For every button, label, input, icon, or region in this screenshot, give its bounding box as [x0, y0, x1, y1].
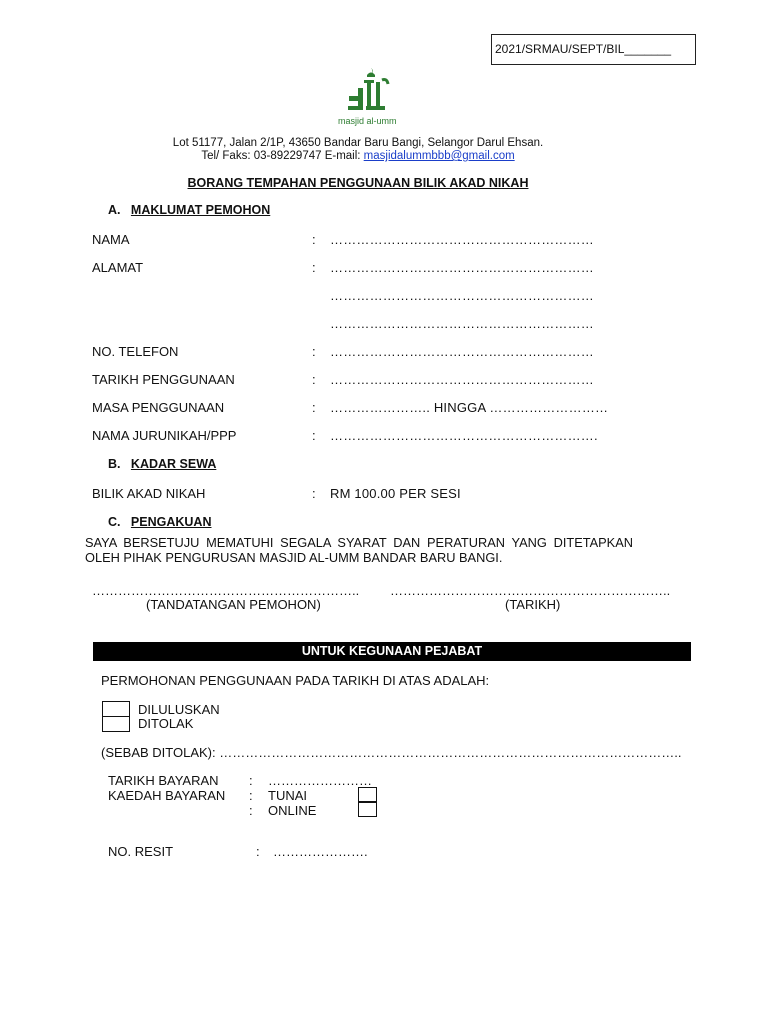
method-online-label: ONLINE	[268, 803, 317, 818]
rental-colon: :	[312, 486, 316, 501]
field-colon: :	[312, 232, 316, 247]
phone-text: Tel/ Faks: 03-89229747 E-mail:	[201, 150, 364, 162]
field-label: TARIKH PENGGUNAAN	[92, 372, 235, 387]
logo-text: masjid al-umm	[338, 116, 397, 126]
payment-method-colon: :	[249, 788, 253, 803]
receipt-number-field[interactable]: ………………….	[273, 844, 368, 859]
date-line[interactable]: ………………………………………………………..	[390, 583, 671, 598]
signature-label: (TANDATANGAN PEMOHON)	[146, 597, 321, 612]
signature-line[interactable]: ……………………………………………………..	[92, 583, 360, 598]
address-field-line-1[interactable]: ……………………………………………………	[330, 260, 594, 275]
masjid-logo	[336, 66, 402, 132]
address-line-1: Lot 51177, Jalan 2/1P, 43650 Bandar Baru Bangi, Selangor Darul Ehsan.	[172, 137, 544, 149]
section-c-title: PENGAKUAN	[130, 515, 212, 529]
field-label: NAMA JURUNIKAH/PPP	[92, 428, 237, 443]
section-c-heading	[108, 515, 211, 529]
cash-checkbox[interactable]	[358, 787, 377, 802]
office-use-banner: UNTUK KEGUNAAN PEJABAT	[93, 642, 691, 661]
date-label: (TARIKH)	[505, 597, 561, 612]
reference-number-box: 2021/SRMAU/SEPT/BIL_______	[491, 34, 696, 65]
payment-date-label: TARIKH BAYARAN	[108, 773, 219, 788]
section-c-letter: C.	[108, 515, 121, 529]
section-b-letter: B.	[108, 457, 121, 471]
field-colon: :	[312, 372, 316, 387]
section-b-heading	[108, 457, 216, 471]
address-field-line-2[interactable]: ……………………………………………………	[330, 288, 594, 303]
usage-date-field[interactable]: ……………………………………………………	[330, 372, 594, 387]
field-colon: :	[312, 260, 316, 275]
payment-date-colon: :	[249, 773, 253, 788]
field-colon: :	[312, 428, 316, 443]
section-a-title: MAKLUMAT PEMOHON	[130, 203, 271, 217]
field-label: NO. TELEFON	[92, 344, 179, 359]
form-title: BORANG TEMPAHAN PENGGUNAAN BILIK AKAD NIKAH	[187, 176, 529, 190]
field-label: NAMA	[92, 232, 130, 247]
online-checkbox[interactable]	[358, 802, 377, 817]
phone-field[interactable]: ……………………………………………………	[330, 344, 594, 359]
section-a-heading	[108, 203, 270, 217]
address-field-line-3[interactable]: ……………………………………………………	[330, 316, 594, 331]
payment-date-field[interactable]: ……………………	[268, 773, 372, 788]
rental-item-label: BILIK AKAD NIKAH	[92, 486, 206, 501]
usage-time-field[interactable]: ………………….. HINGGA ………………………	[330, 400, 609, 415]
online-colon: :	[249, 803, 253, 818]
rejection-reason-field[interactable]: (SEBAB DITOLAK): ……………………………………………………………………………………………..	[101, 745, 682, 760]
section-b-title: KADAR SEWA	[130, 457, 217, 471]
field-colon: :	[312, 344, 316, 359]
email-link[interactable]: masjidalummbbb@gmail.com	[363, 150, 515, 162]
officiant-name-field[interactable]: …………………………………………………….	[330, 428, 598, 443]
approved-checkbox[interactable]	[102, 701, 130, 717]
method-cash-label: TUNAI	[268, 788, 307, 803]
field-label: ALAMAT	[92, 260, 144, 275]
address-line-2	[0, 150, 716, 162]
field-label: MASA PENGGUNAAN	[92, 400, 225, 415]
receipt-label: NO. RESIT	[108, 844, 174, 859]
approval-statement: PERMOHONAN PENGGUNAAN PADA TARIKH DI ATAS ADALAH:	[101, 673, 490, 688]
rejected-checkbox[interactable]	[102, 716, 130, 732]
declaration-line-2: OLEH PIHAK PENGURUSAN MASJID AL-UMM BANDAR BARU BANGI.	[85, 550, 503, 565]
name-field[interactable]: ……………………………………………………	[330, 232, 594, 247]
payment-method-label: KAEDAH BAYARAN	[108, 788, 226, 803]
rental-rate-value: RM 100.00 PER SESI	[330, 486, 461, 501]
receipt-colon: :	[256, 844, 260, 859]
rejected-label: DITOLAK	[138, 716, 194, 731]
field-colon: :	[312, 400, 316, 415]
declaration-line-1: SAYA BERSETUJU MEMATUHI SEGALA SYARAT DAN PERATURAN YANG DITETAPKAN	[85, 535, 633, 550]
section-a-letter: A.	[108, 203, 121, 217]
approved-label: DILULUSKAN	[138, 702, 220, 717]
